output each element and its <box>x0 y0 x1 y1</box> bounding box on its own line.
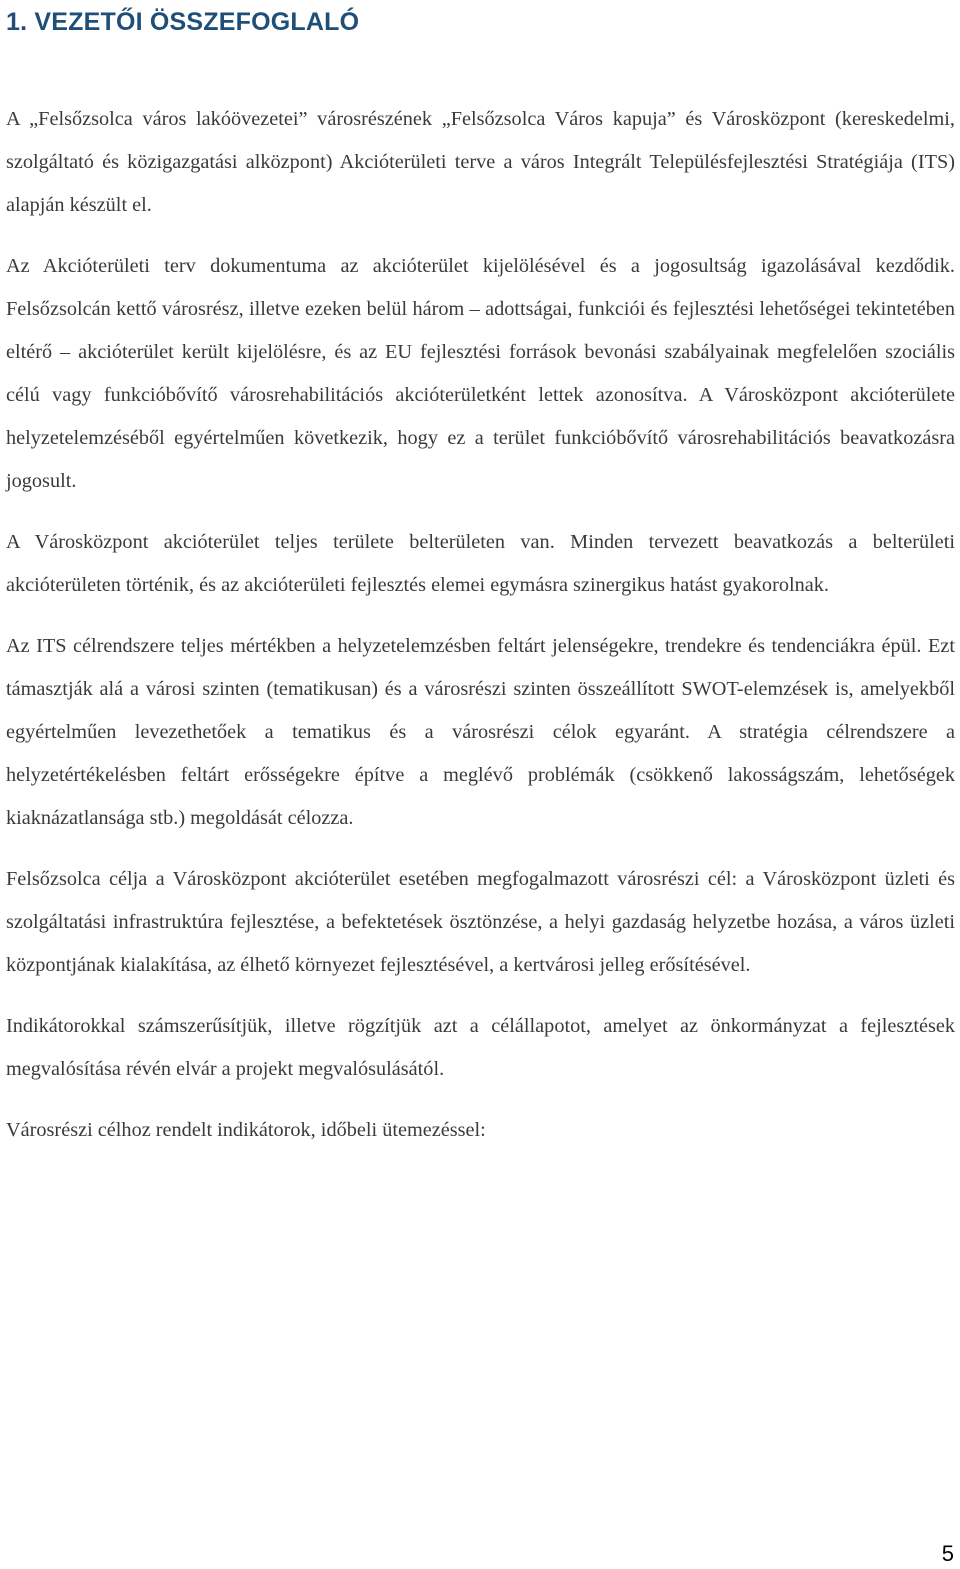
paragraph-indicators: Indikátorokkal számszerűsítjük, illetve rögzítjük azt a célállapotot, amelyet az önkormányzat a fejlesztések megvalósítása révén elvár a projekt megvalósulásától. <box>6 1015 955 1080</box>
paragraph-its-goals: Az ITS célrendszere teljes mértékben a helyzetelemzésben feltárt jelenségekre, trendekre és tendenciákra épül. Ezt támasztják alá a városi szinten (tematikusan) és a városrészi szinten összeállított SWOT-elemzések is, amelyekből egyértelműen levezethetőek a tematikus és a városrészi célok egyaránt. A stratégia célrendszere a helyzetértékelésben feltárt erősségekre építve a meglévő problémák (csökkenő lakosságszám, lehetőségek kiaknázatlansága stb.) megoldását célozza. <box>6 635 955 829</box>
paragraph-intro: A „Felsőzsolca város lakóövezetei” városrészének „Felsőzsolca Város kapuja” és Városközpont (kereskedelmi, szolgáltató és közigazgatási alközpont) Akcióterületi terve a város Integrált Településfejlesztési Stratégiája (ITS) alapján készült el. <box>6 108 955 216</box>
paragraph-city-center: A Városközpont akcióterület teljes területe belterületen van. Minden tervezett beavatkozás a belterületi akcióterületen történik, és az akcióterületi fejlesztés elemei egymásra szinergikus hatást gyakorolnak. <box>6 531 955 596</box>
document-body <box>6 98 955 1152</box>
paragraph-district-goal: Felsőzsolca célja a Városközpont akcióterület esetében megfogalmazott városrészi cél: a Városközpont üzleti és szolgáltatási infrastruktúra fejlesztése, a befektetések ösztönzése, a helyi gazdaság helyzetbe hozása, a város üzleti központjának kialakítása, az élhető környezet fejlesztésével, a kertvárosi jelleg erősítésével. <box>6 868 955 976</box>
document-page <box>6 0 955 1170</box>
paragraph-indicator-list-intro: Városrészi célhoz rendelt indikátorok, időbeli ütemezéssel: <box>6 1119 486 1141</box>
section-heading: 1. VEZETŐI ÖSSZEFOGLALÓ <box>6 8 360 36</box>
page-number: 5 <box>941 1541 954 1566</box>
paragraph-action-area: Az Akcióterületi terv dokumentuma az akcióterület kijelölésével és a jogosultság igazolásával kezdődik. Felsőzsolcán kettő városrész, illetve ezeken belül három – adottságai, funkciói és fejlesztési lehetőségei tekintetében eltérő – akcióterület került kijelölésre, és az EU fejlesztési források bevonási szabályainak megfelelően szociális célú vagy funkcióbővítő városrehabilitációs akcióterületként lettek azonosítva. A Városközpont akcióterülete helyzetelemzéséből egyértelműen következik, hogy ez a terület funkcióbővítő városrehabilitációs beavatkozásra jogosult. <box>6 255 955 492</box>
